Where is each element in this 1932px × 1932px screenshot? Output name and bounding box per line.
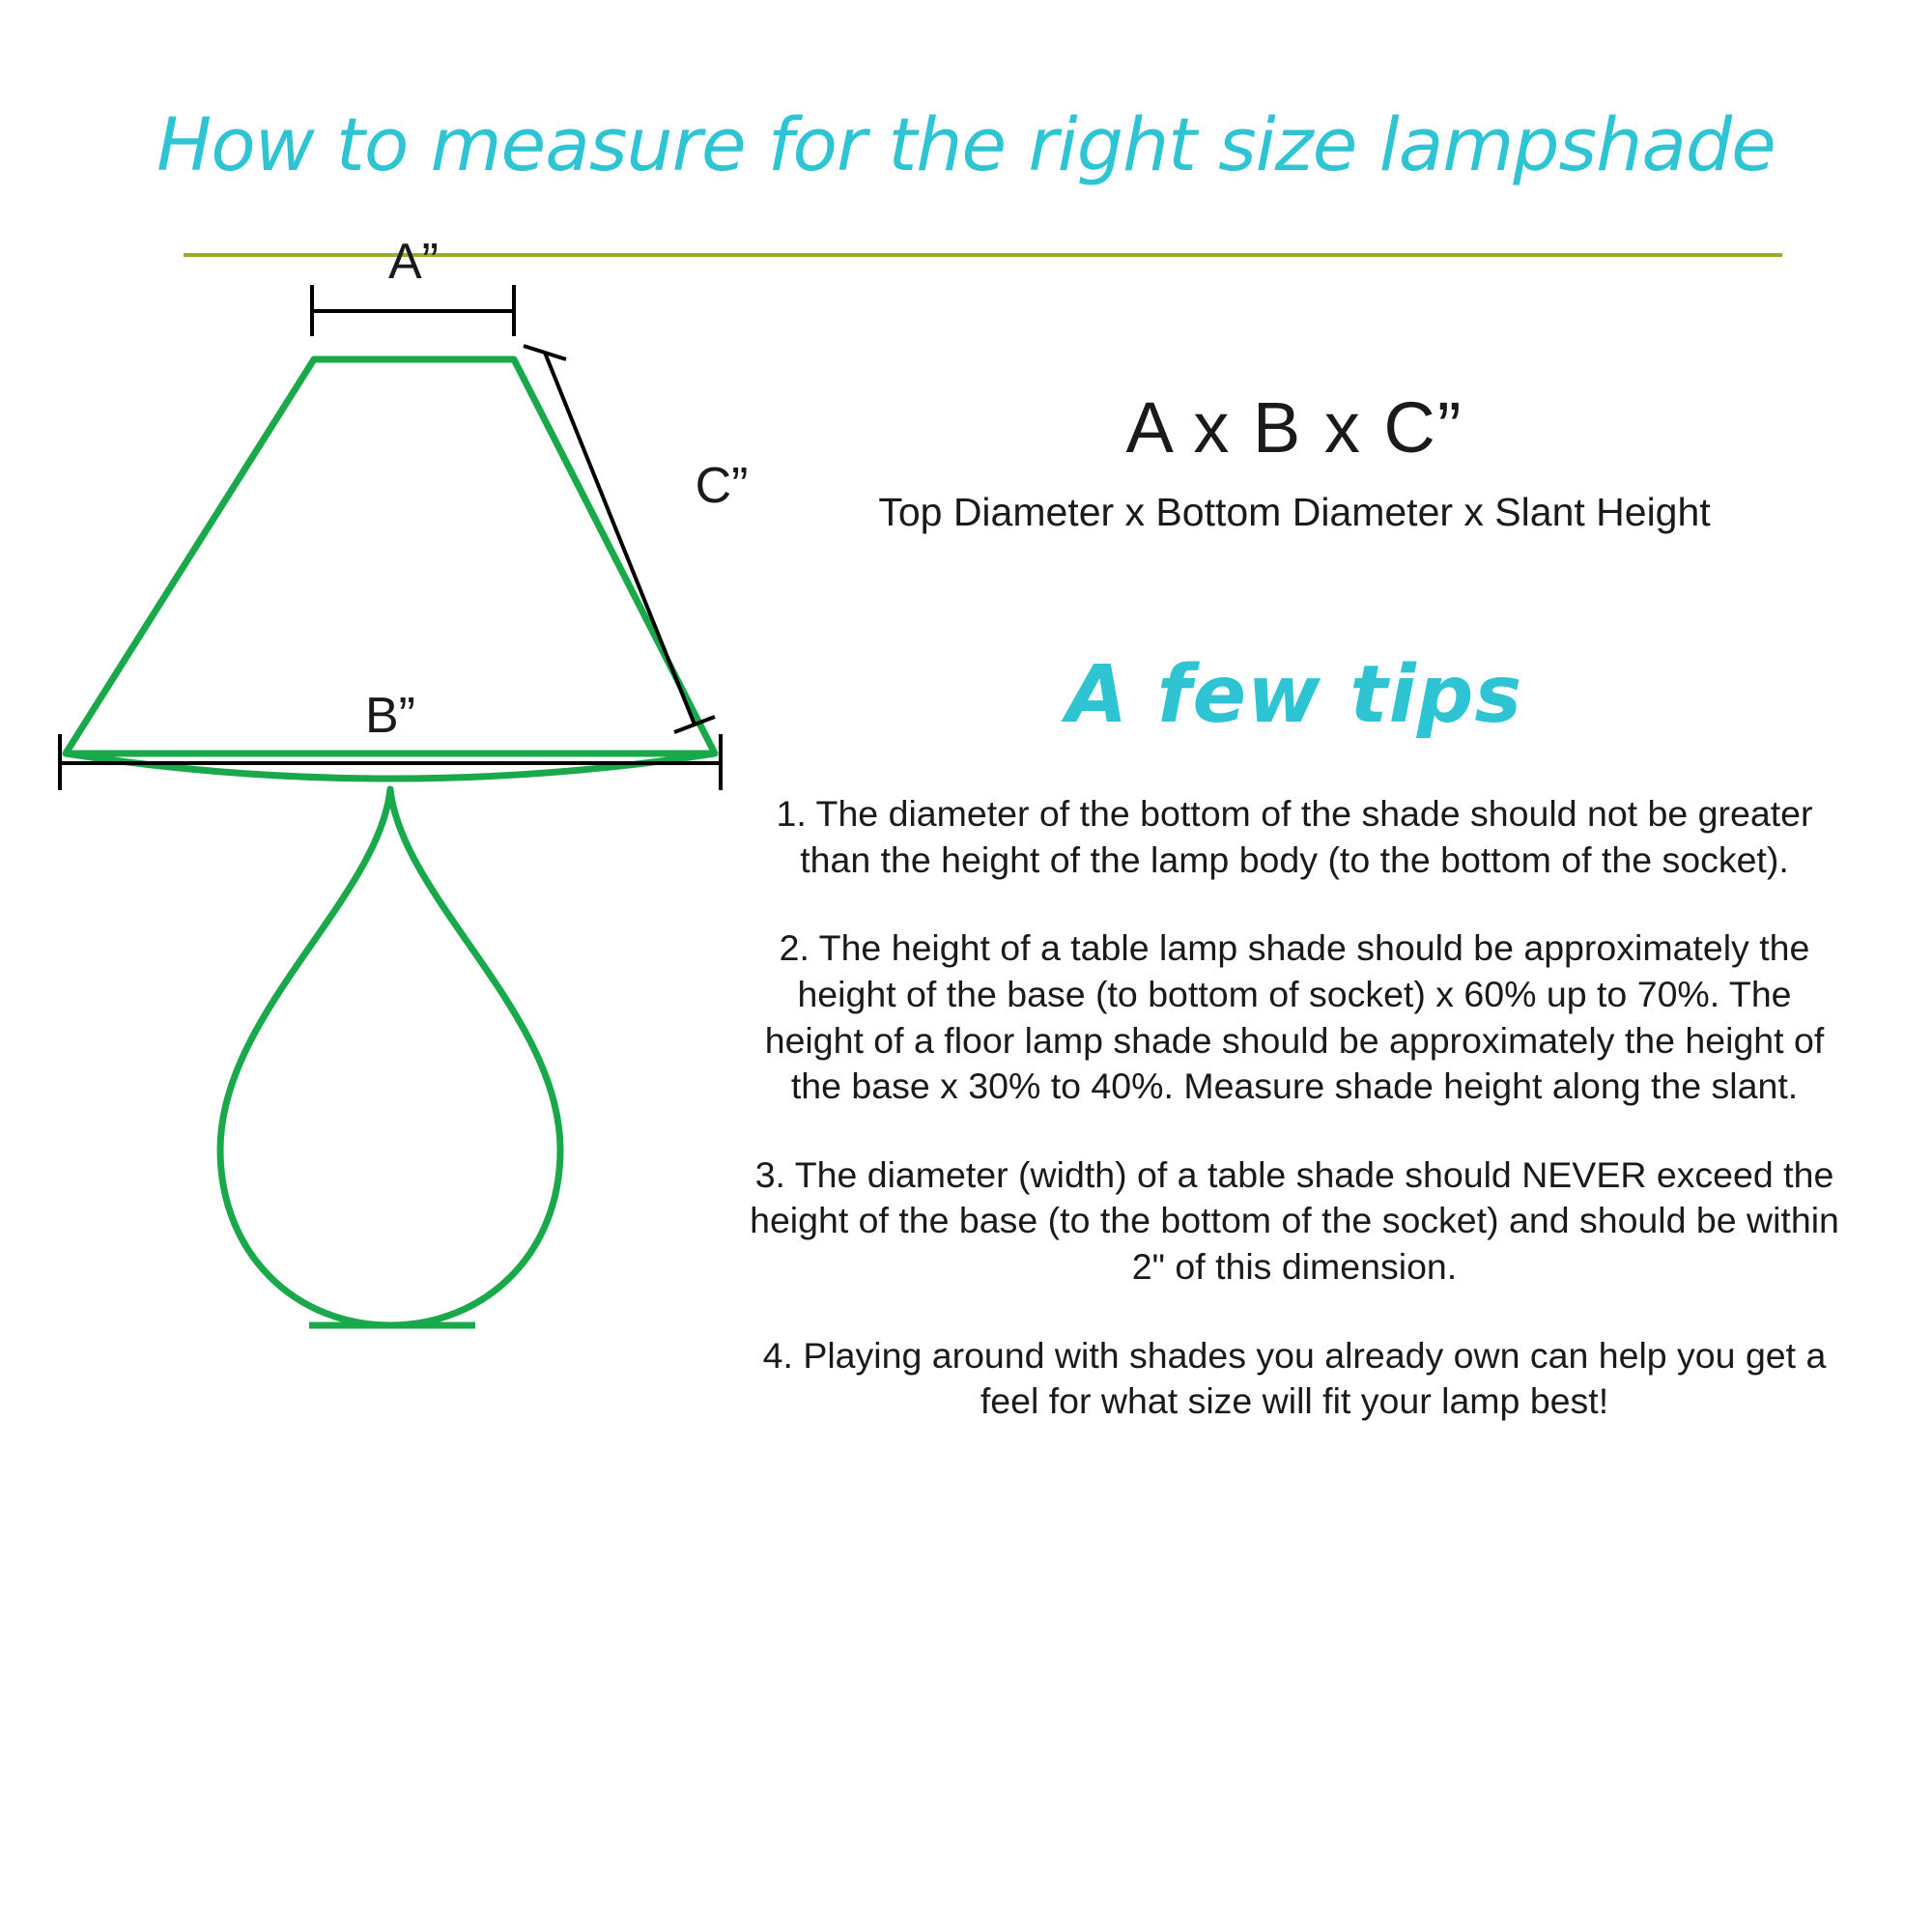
label-top-diameter: A”: [388, 234, 439, 290]
lamp-body-outline: [220, 789, 560, 1325]
label-bottom-diameter: B”: [365, 688, 415, 744]
list-item: 3. The diameter (width) of a table shade should NEVER exceed the height of the base (to the bottom of the socket) and should be within 2" of this dimension.: [750, 1153, 1839, 1287]
formula-equation: A x B x C”: [1125, 387, 1463, 468]
page-title: How to measure for the right size lampshade: [156, 101, 1776, 187]
lampshade-bottom-curve: [66, 753, 715, 779]
slant-height-dimension: [524, 346, 715, 732]
list-item: 2. The height of a table lamp shade should be approximately the height of the base (to bottom of socket) x 60% up to 70%. The height of a floor lamp shade should be approximately the height of the base x 30% to 40%. Measure shade height along the slant.: [764, 927, 1825, 1107]
info-column: [696, 386, 1893, 1425]
tips-heading: A few tips: [1065, 649, 1523, 741]
top-diameter-dimension: [312, 285, 514, 336]
list-item: 1. The diameter of the bottom of the shade should not be greater than the height of the lamp body (to the bottom of the socket).: [776, 793, 1813, 880]
list-item: 4. Playing around with shades you already own can help you get a feel for what size will fit your lamp best!: [762, 1334, 1827, 1422]
label-slant-height: C”: [695, 458, 749, 514]
tips-list: [749, 791, 1840, 1425]
formula-description: Top Diameter x Bottom Diameter x Slant Height: [878, 490, 1711, 534]
